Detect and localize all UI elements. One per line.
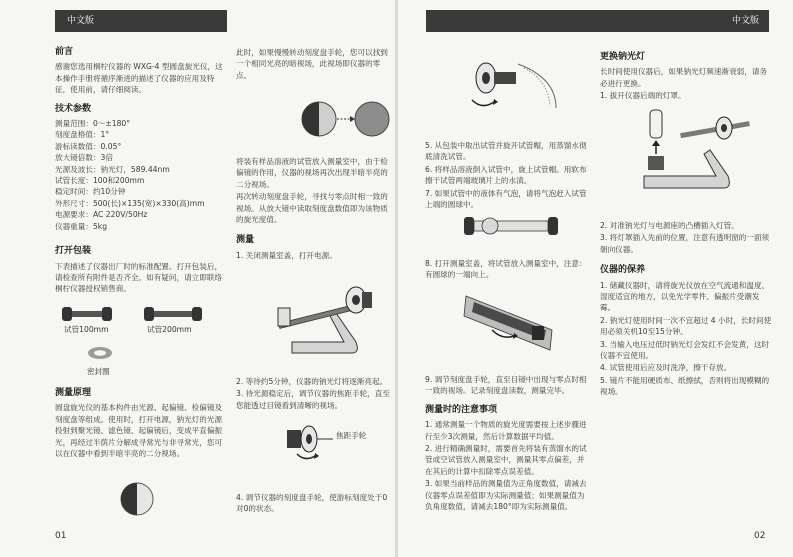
tube-step-9: 9. 调节刻度盘手轮，直至目镜中出现与零点时相一致的视场。记录刻度盘读数，测量完毕。 xyxy=(425,375,587,396)
header-left-label: 中文版 xyxy=(67,16,95,26)
measure-step-1: 1. 关闭测量室盖，打开电源。 xyxy=(236,250,337,260)
intro-text: 感谢您选用桐柠仪器的 WXG-4 型圆盘旋光仪，这本操作手册将循序渐进的描述了仪器的应用及特征，使用前，请仔细阅读。 xyxy=(55,62,223,95)
focus-knob-label: 焦距手轮 xyxy=(336,431,367,440)
left-column-2-step4 xyxy=(236,492,391,516)
right-header-bar xyxy=(426,10,769,32)
notes-title: 测量时的注意事项 xyxy=(425,404,498,415)
spec-item: 刻度盘格值：1° xyxy=(55,130,110,140)
right-page-number: 02 xyxy=(754,531,766,541)
seal-ring-label: 密封圈 xyxy=(87,367,110,376)
spec-item: 电源要求：AC 220V/50Hz xyxy=(55,210,148,220)
sample-field-text: 将装有样品溶液的试管放入测量室中，由于检偏镜的作用，仪器的视场再次出现半暗半亮的二分视场。 xyxy=(236,157,388,189)
care-item-1: 1. 储藏仪器时，请将旋光仪放在空气流通和温度、湿度适宜的地方，以免光学零件、偏振片受潮发霉。 xyxy=(600,280,770,313)
spec-item: 仪器重量：5kg xyxy=(55,221,108,231)
lamp-title: 更换钠光灯 xyxy=(600,52,646,62)
right-column-1-steps xyxy=(425,140,590,211)
tube-100-label: 试管100mm xyxy=(64,325,109,334)
tube-200-illustration xyxy=(144,307,202,321)
tube-step-7: 7. 如果试管中的液体有气泡，请将气泡赶入试管上端的圆球中。 xyxy=(425,188,587,210)
specs-title: 技术参数 xyxy=(55,103,92,114)
lamp-step-3: 3. 将灯罩插入先前的位置，注意有透明窗的一面须朝向仪器。 xyxy=(600,233,770,254)
page-gutter xyxy=(395,0,398,557)
right-column-1-step8 xyxy=(425,258,590,282)
note-1: 1. 通常测量一个物质的旋光度需要按上述步骤进行至少3次测量，然后计算数据平均值。 xyxy=(425,420,587,441)
specs-list xyxy=(55,118,225,232)
zero-point-text: 此时，如果慢慢转动刻度盘手轮，您可以找到一个相同光亮的暗视场，此视场即仪器的零点。 xyxy=(236,48,388,80)
measure-step-4: 4. 调节仪器的刻度盘手轮，使游标刻度处于0对0的状态。 xyxy=(236,493,388,514)
field-comparison xyxy=(300,100,380,150)
tube-step-6: 6. 将样品溶液倒入试管中，旋上试管帽。用软布擦干试管两端玻璃片上的水渍。 xyxy=(425,164,587,186)
tube-100-illustration xyxy=(62,307,112,321)
lamp-text: 长时间使用仪器后，如果钠光灯频速渐衰弱，请务必进行更换。 xyxy=(600,67,768,88)
measure-title: 测量 xyxy=(236,235,255,246)
left-column-2-steps xyxy=(236,376,391,412)
care-item-4: 4. 试管使用后应及时洗净，擦干存放。 xyxy=(600,363,732,373)
half-shade-field xyxy=(120,482,160,522)
right-column-2-care xyxy=(600,220,772,399)
care-title: 仪器的保养 xyxy=(600,265,646,276)
left-header-bar xyxy=(55,10,227,32)
spec-item: 稳定时间：约10分钟 xyxy=(55,187,126,197)
spec-item: 游标读数值：0.05° xyxy=(55,141,122,151)
seal-ring-illustration xyxy=(88,347,112,359)
lamp-step-1: 1. 拔开仪器后端的灯罩。 xyxy=(600,91,686,101)
spec-item: 光源及波长：钠光灯，589.44nm xyxy=(55,164,170,174)
left-page-number: 01 xyxy=(55,531,67,541)
measure-step-2: 2. 等待约5分钟，仪器的钠光灯将逐渐亮起。 xyxy=(236,377,388,386)
tube-chamber-illustration xyxy=(462,290,572,360)
tube-illustrations xyxy=(60,300,220,380)
lamp-replacement-illustration xyxy=(640,108,760,200)
focus-knob-illustration xyxy=(285,418,345,468)
polarimeter-illustration xyxy=(272,278,382,368)
note-2: 2. 进行精确测量时，需要首先将装有蒸馏水的试管或空试管放入测量室中，测量其零点偏差，并在其后的计算中扣除零点误差值。 xyxy=(425,444,587,476)
right-column-2-lamp xyxy=(600,52,772,103)
measure-step-3: 3. 待光源稳定后，调节仪器的焦距手轮，直至您能透过目镜看到清晰的视场。 xyxy=(236,389,390,410)
rotate-dial-text: 再次转动刻度盘手轮，寻找与零点时相一致的视场。从放大镜中读取刻度盘数值即为该物质的旋光度值。 xyxy=(236,192,388,225)
spec-item: 试管长度：100和200mm xyxy=(55,176,145,186)
spec-item: 放大镜倍数：3倍 xyxy=(55,153,113,163)
tube-step-5: 5. 从包装中取出试管并旋开试管帽，用蒸馏水彻底清洗试管。 xyxy=(425,141,587,162)
header-right-label: 中文版 xyxy=(731,16,759,26)
principle-section xyxy=(55,388,225,460)
intro-title: 前言 xyxy=(55,47,74,57)
dial-knob-illustration xyxy=(458,56,568,126)
left-column-1 xyxy=(55,47,225,296)
left-column-2-top xyxy=(236,47,391,82)
tube-step-8: 8. 打开测量室盖，将试管放入测量室中，注意：有圆球的一端向上。 xyxy=(425,259,587,280)
spec-item: 外形尺寸：500(长)×135(宽)×330(高)mm xyxy=(55,198,205,208)
spec-item: 测量范围：0～±180° xyxy=(55,119,131,129)
left-column-2-mid xyxy=(236,156,391,262)
care-item-2: 2. 钠光灯使用时间一次不宜超过 4 小时，长时间使用必须关机10至15分钟。 xyxy=(600,315,772,337)
tube-bubble-illustration xyxy=(462,212,572,242)
care-item-5: 5. 镜片不能用硬质布、纸擦拭，否则将出现模糊的视场。 xyxy=(600,375,770,397)
unpack-title: 打开包装 xyxy=(55,246,92,257)
tube-200-label: 试管200mm xyxy=(147,325,192,334)
principle-text: 圆盘旋光仪的基本构件由光源、起偏镜、检偏镜及刻度盘等组成。使用时，打开电源，钠光灯的光源投射到聚光镜、滤色镜、起偏镜后，变成平直偏振光，再经过半荫片分解成寻常光与非寻常光，您可以在仪器中看到半暗半亮的二分视场。 xyxy=(55,403,223,459)
right-column-1-step9 xyxy=(425,374,590,513)
lamp-step-2: 2. 对准钠光灯与电源座的凸槽插入灯管。 xyxy=(600,221,739,230)
unpack-text: 下表描述了仪器出厂时的标准配置。打开包装后，请检查所有附件是否齐全。如有疑问，请立即联络桐柠仪器授权销售商。 xyxy=(55,261,223,294)
care-item-3: 3. 当输入电压过低时钠光灯会发红不会发黄，这时仪器不宜使用。 xyxy=(600,339,770,361)
principle-title: 测量原理 xyxy=(55,388,92,398)
note-3: 3. 如果当前样品的测量值为正角度数值，请减去仪器零点误差值即为实际测量值；如果测量值为负角度数值，请减去180°即为实际测量值。 xyxy=(425,479,587,512)
